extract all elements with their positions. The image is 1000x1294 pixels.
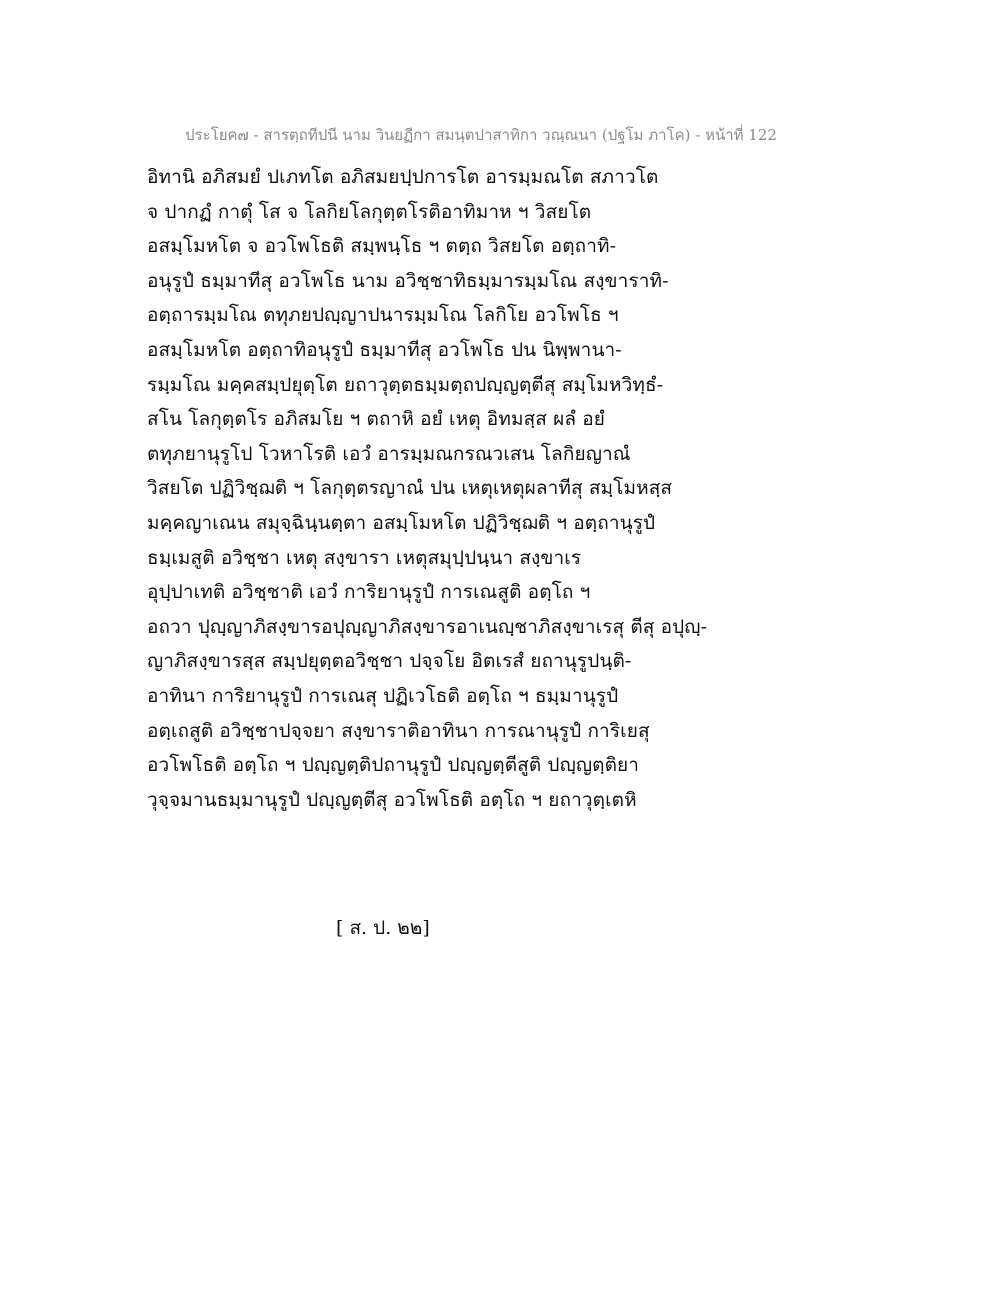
text-line: วิสยโต ปฏิวิชฺฌติ ฯ โลกุตฺตรญาณํ ปน เหตุเหตุผลาทีสุ สมฺโมหสฺส <box>147 477 673 500</box>
page-reference: [ ส. ป. ๒๒] <box>336 917 430 939</box>
text-line: อิทานิ อภิสมยํ ปเภทโต อภิสมยปฺปการโต อารมฺมณโต สภาวโต <box>147 166 659 188</box>
text-line: ธมฺเมสูติ อวิชฺชา เหตุ สงฺขารา เหตุสมุปฺปนฺนา สงฺขาเร <box>147 546 582 569</box>
text-line: อถวา ปุญฺญาภิสงฺขารอปุญฺญาภิสงฺขารอาเนญฺชาภิสงฺขาเรสุ ตีสุ อปุญฺ- <box>147 615 708 638</box>
text-line: อนุรูปํ ธมฺมาทีสุ อวโพโธ นาม อวิชฺชาทิธมฺมารมฺมโณ สงฺขาราทิ- <box>147 269 669 292</box>
text-line: อุปฺปาเทติ อวิชฺชาติ เอวํ การิยานุรูปํ การเณสูติ อตฺโถ ฯ <box>147 581 591 604</box>
text-line: อตฺถารมฺมโณ ตทุภยปญฺญาปนารมฺมโณ โลกิโย อวโพโธ ฯ <box>147 304 619 327</box>
text-line: สโน โลกุตฺตโร อภิสมโย ฯ ตถาหิ อยํ เหตุ อิทมสฺส ผลํ อยํ <box>147 408 605 431</box>
text-line: อสมฺโมหโต อตฺถาทิอนุรูปํ ธมฺมาทีสุ อวโพโธ ปน นิพฺพานา- <box>147 338 622 361</box>
text-line: อาทินา การิยานุรูปํ การเณสุ ปฏิเวโธติ อตฺโถ ฯ ธมฺมานุรูปํ <box>147 684 619 707</box>
running-header: ประโยค๗ - สารตฺถทีปนี นาม วินยฏีกา สมนฺตปาสาทิกา วณฺณนา (ปฐโม ภาโค) - หน้าที่ 122 <box>185 126 777 144</box>
text-line: ตทุภยานุรูโป โวหาโรติ เอวํ อารมฺมณกรณวเสน โลกิยญาณํ <box>147 442 631 465</box>
body-text <box>147 160 847 817</box>
text-line: อวโพโธติ อตฺโถ ฯ ปญฺญตฺติปถานุรูปํ ปญฺญตฺตีสูติ ปญฺญตฺติยา <box>147 754 640 777</box>
text-line: รมฺมโณ มคฺคสมฺปยุตฺโต ยถาวุตฺตธมฺมตฺถปญฺญตฺตีสุ สมฺโมหวิทฺธํ- <box>147 373 664 396</box>
text-line: อตฺเถสูติ อวิชฺชาปจฺจยา สงฺขาราติอาทินา การณานุรูปํ การิเยสุ <box>147 719 650 742</box>
text-line: วุจฺจมานธมฺมานุรูปํ ปญฺญตฺตีสุ อวโพโธติ อตฺโถ ฯ ยถาวุตฺเตหิ <box>147 788 637 811</box>
text-line: มคฺคญาเณน สมุจฺฉินฺนตฺตา อสมฺโมหโต ปฏิวิชฺฌติ ฯ อตฺถานุรูปํ <box>147 511 656 534</box>
text-line: จ ปากฏํ กาตุํ โส จ โลกิยโลกุตฺตโรติอาทิมาห ฯ วิสยโต <box>147 200 592 223</box>
text-line: อสมฺโมหโต จ อวโพโธติ สมฺพนฺโธ ฯ ตตฺถ วิสยโต อตฺถาทิ- <box>147 235 617 258</box>
text-line: ญาภิสงฺขารสฺส สมฺปยุตฺตอวิชฺชา ปจฺจโย อิตเรสํ ยถานุรูปนฺติ- <box>147 650 632 673</box>
